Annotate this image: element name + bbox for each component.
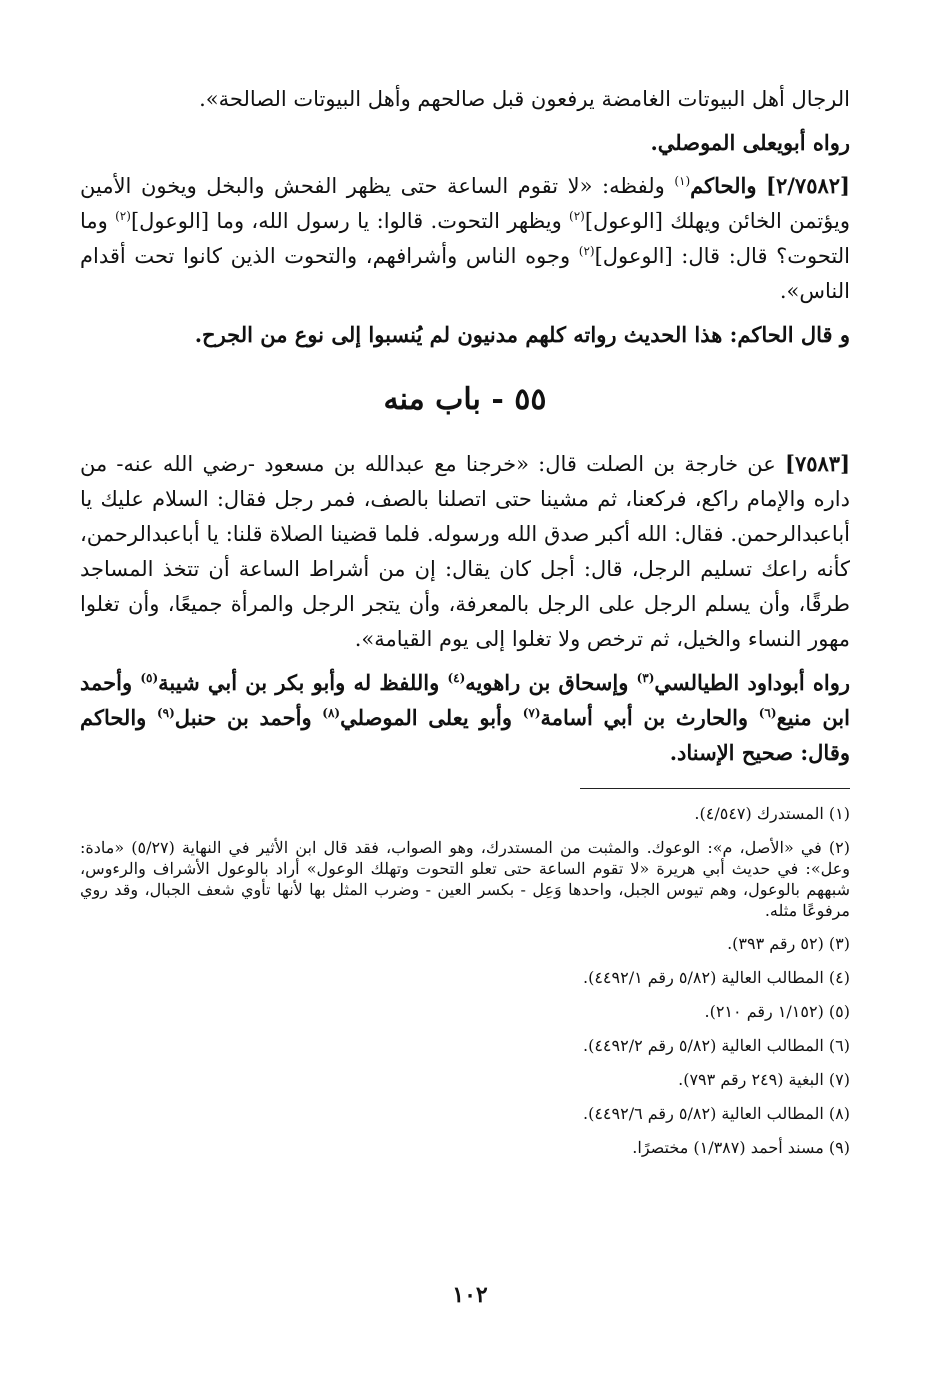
footnote-item: (٨) المطالب العالية (٥/٨٢ رقم ٤٤٩٢/٦). — [583, 1104, 850, 1123]
footnote-ref: (٥) — [140, 671, 159, 685]
narrator: والحاكم وقال: صحيح الإسناد. — [80, 705, 850, 765]
book-page — [80, 82, 850, 1171]
footnote-item: (٢) في «الأصل، م»: الوعوك. والمثبت من المستدرك، وهو الصواب، فقد قال ابن الأثير في النهاية (٥/٢٧) «مادة: وعل»: في حديث أبي هريرة «لا تقوم الساعة حتى تعلو التحوت وتهلك الوعول» أراد بالوعول الأشراف والرءوس، شبههم بالوعول، وهم تيوس الجبل، واحدها وَعِل - بكسر العين - وضرب المثل بها لأنها تأوي شعف الجبال، وقد روي مرفوعًا مثله. — [80, 838, 850, 920]
footnote-item: (٥) (١/١٥٢ رقم ٢١٠). — [704, 1002, 850, 1021]
narrator: وأحمد بن حنبل — [174, 705, 312, 730]
footnote-ref: (٤) — [447, 671, 466, 685]
hadith-text: ويظهر التحوت. قالوا: يا رسول الله، وما [الوعول] — [130, 209, 562, 233]
narrator: وإسحاق بن راهويه — [465, 670, 629, 695]
footnote-item: (١) المستدرك (٤/٥٤٧). — [694, 804, 850, 823]
narrator: وأحمد ابن منيع — [80, 670, 850, 730]
hadith-text: وجوه الناس وأشرافهم، والتحوت الذين كانوا تحت أقدام الناس». — [80, 244, 850, 303]
footnote-ref: (٧) — [522, 706, 541, 720]
hadith-number: [٧٥٨٣] — [785, 451, 850, 476]
footnote-ref: (٢) — [115, 209, 131, 223]
narrator: وأبو يعلى الموصلي — [340, 705, 513, 730]
footnote-ref: (٨) — [322, 706, 341, 720]
narrator: والحارث بن أبي أسامة — [540, 705, 749, 730]
footnote-item: (٦) المطالب العالية (٥/٨٢ رقم ٤٤٩٢/٢). — [583, 1036, 850, 1055]
footnote-ref: (٩) — [156, 706, 175, 720]
footnote-ref: (٢) — [569, 209, 585, 223]
footnote-item: (٩) مسند أحمد (١/٣٨٧) مختصرًا. — [632, 1138, 850, 1157]
narrator: واللفظ له وأبو بكر بن أبي شيبة — [158, 670, 440, 695]
hadith-text: عن خارجة بن الصلت قال: «خرجنا مع عبدالله بن مسعود -رضي الله عنه- من داره والإمام راكع، فركعنا، ثم مشينا حتى اتصلنا بالصف، فمر رجل فقال: السلام عليك يا أباعبدالرحمن. فقال: الله أكبر صدق الله ورسوله. فلما قضينا الصلاة قلنا: يا أباعبدالرحمن، كأنه راعك تسليم الرجل، قال: أجل كان يقال: إن من أشراط الساعة أن تتخذ المساجد طرقًا، وأن يسلم الرجل على الرجل بالمعرفة، وأن يتجر الرجل والمرأة جميعًا، وأن تغلوا مهور النساء والخيل، ثم ترخص ولا تغلوا إلى يوم القيامة». — [80, 452, 850, 651]
hadith-text: ولفظه: «لا تقوم الساعة حتى يظهر الفحش والبخل ويخون الأمين ويؤتمن الخائن ويهلك [الوعول] — [80, 174, 850, 233]
hadith-number: [٢/٧٥٨٢] — [766, 173, 850, 198]
footnote-ref: (١) — [674, 174, 691, 188]
footnote-item: (٣) (٥٢ رقم ٣٩٣). — [727, 934, 850, 953]
page-number: ١٠٢ — [452, 1282, 488, 1308]
paragraph-hadith-7583 — [80, 446, 850, 657]
footnote-ref: (٦) — [758, 706, 777, 720]
narrator: رواه أبوداود الطيالسي — [654, 670, 851, 695]
paragraph-narrators — [80, 665, 850, 770]
hadith-text: وما التحوت؟ قال: قال: [الوعول] — [80, 209, 851, 268]
footnote-item: (٧) البغية (٢٤٩ رقم ٧٩٣). — [678, 1070, 850, 1089]
paragraph-hakim-comment: و قال الحاكم: هذا الحديث رواته كلهم مدنيون لم يُنسبوا إلى نوع من الجرح. — [194, 322, 850, 347]
footnote-separator — [580, 788, 850, 789]
chapter-heading: ٥٥ - باب منه — [383, 382, 547, 417]
paragraph-narration-abu-yala: رواه أبويعلى الموصلي. — [650, 130, 850, 155]
footnote-ref: (٣) — [636, 671, 655, 685]
narrator-hakim: والحاكم — [690, 173, 757, 198]
paragraph-hadith-7582 — [80, 168, 850, 309]
paragraph-continuation: الرجال أهل البيوتات الغامضة يرفعون قبل صالحهم وأهل البيوتات الصالحة». — [199, 87, 850, 111]
footnote-item: (٤) المطالب العالية (٥/٨٢ رقم ٤٤٩٢/١). — [583, 968, 850, 987]
footnote-ref: (٢) — [578, 244, 595, 258]
footnotes — [80, 803, 850, 1159]
